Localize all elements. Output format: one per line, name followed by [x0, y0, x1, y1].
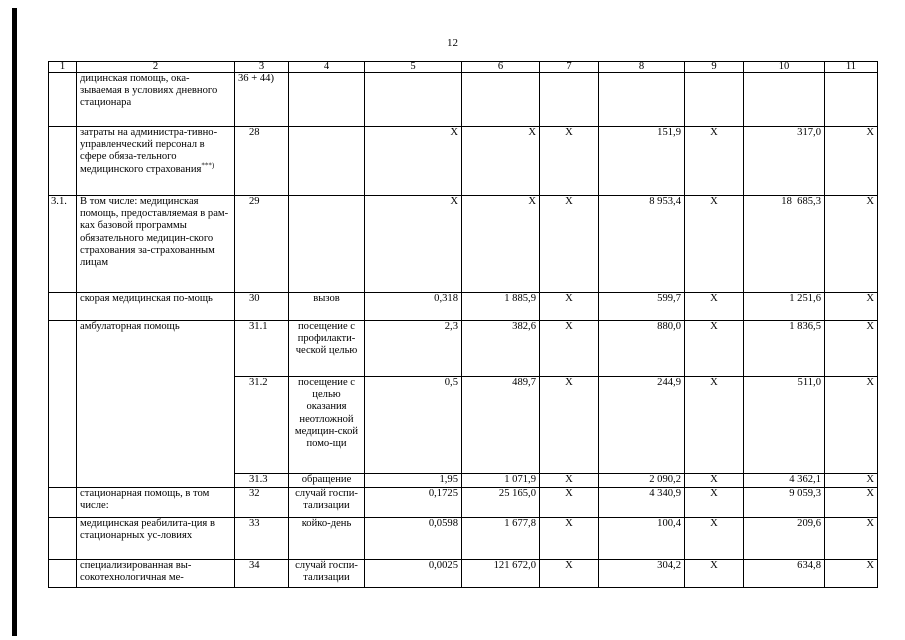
value-cell: 1,95: [365, 474, 462, 488]
unit-cell: койко-день: [289, 518, 365, 560]
value-cell: Х: [685, 518, 744, 560]
line-code-cell: 31.1: [235, 321, 289, 377]
value-cell: 599,7: [599, 293, 685, 321]
value-cell: Х: [540, 518, 599, 560]
value-cell: 0,1725: [365, 488, 462, 518]
value-cell: 209,6: [744, 518, 825, 560]
value-cell: Х: [365, 196, 462, 293]
table-row: [49, 321, 878, 377]
row-number-cell: [49, 127, 77, 196]
header-cell: 2: [77, 62, 235, 73]
description-cell: амбулаторная помощь: [77, 321, 235, 488]
value-cell: Х: [540, 321, 599, 377]
value-cell: [685, 73, 744, 127]
value-cell: [825, 73, 878, 127]
value-cell: Х: [685, 321, 744, 377]
value-cell: 317,0: [744, 127, 825, 196]
row-number-cell: [49, 321, 77, 488]
row-number-cell: [49, 518, 77, 560]
value-cell: 1 885,9: [462, 293, 540, 321]
value-cell: Х: [685, 127, 744, 196]
table-row: [49, 73, 878, 127]
row-number-cell: [49, 73, 77, 127]
value-cell: Х: [540, 196, 599, 293]
value-cell: Х: [685, 196, 744, 293]
value-cell: [599, 73, 685, 127]
scan-margin-bar: [12, 8, 17, 636]
unit-cell: [289, 127, 365, 196]
value-cell: Х: [685, 377, 744, 474]
unit-cell: вызов: [289, 293, 365, 321]
value-cell: 2,3: [365, 321, 462, 377]
value-cell: 0,5: [365, 377, 462, 474]
table-row: [49, 560, 878, 588]
value-cell: 1 677,8: [462, 518, 540, 560]
unit-cell: [289, 73, 365, 127]
value-cell: Х: [825, 196, 878, 293]
value-cell: Х: [685, 560, 744, 588]
table-row: [49, 196, 878, 293]
value-cell: Х: [685, 474, 744, 488]
value-cell: 4 362,1: [744, 474, 825, 488]
line-code-cell: 28: [235, 127, 289, 196]
value-cell: 121 672,0: [462, 560, 540, 588]
table-row: [49, 518, 878, 560]
value-cell: 151,9: [599, 127, 685, 196]
unit-cell: обращение: [289, 474, 365, 488]
line-code-cell: 30: [235, 293, 289, 321]
value-cell: Х: [825, 377, 878, 474]
row-number-cell: [49, 488, 77, 518]
line-code-cell: 34: [235, 560, 289, 588]
value-cell: Х: [540, 127, 599, 196]
value-cell: 0,0598: [365, 518, 462, 560]
value-cell: 9 059,3: [744, 488, 825, 518]
value-cell: [365, 73, 462, 127]
value-cell: 244,9: [599, 377, 685, 474]
line-code-cell: 33: [235, 518, 289, 560]
value-cell: 4 340,9: [599, 488, 685, 518]
unit-cell: посещение с целью оказания неотложной медицин-ской помо-щи: [289, 377, 365, 474]
unit-cell: [289, 196, 365, 293]
value-cell: Х: [540, 560, 599, 588]
value-cell: Х: [540, 488, 599, 518]
value-cell: 880,0: [599, 321, 685, 377]
value-cell: 382,6: [462, 321, 540, 377]
header-cell: 4: [289, 62, 365, 73]
data-table: [48, 61, 878, 588]
value-cell: Х: [540, 293, 599, 321]
header-cell: 1: [49, 62, 77, 73]
header-cell: 6: [462, 62, 540, 73]
line-code-cell: 31.2: [235, 377, 289, 474]
unit-cell: посещение с профилакти-ческой целью: [289, 321, 365, 377]
description-cell: [77, 127, 235, 196]
table-row: [49, 127, 878, 196]
header-cell: 7: [540, 62, 599, 73]
page-number: 12: [447, 37, 458, 49]
value-cell: 2 090,2: [599, 474, 685, 488]
header-cell: 10: [744, 62, 825, 73]
value-cell: Х: [825, 127, 878, 196]
line-code-cell: 31.3: [235, 474, 289, 488]
value-cell: Х: [825, 474, 878, 488]
value-cell: 0,318: [365, 293, 462, 321]
value-cell: [540, 73, 599, 127]
header-cell: 5: [365, 62, 462, 73]
header-row: [49, 62, 878, 73]
value-cell: Х: [685, 293, 744, 321]
value-cell: 0,0025: [365, 560, 462, 588]
value-cell: Х: [462, 127, 540, 196]
value-cell: 1 251,6: [744, 293, 825, 321]
row-number-cell: [49, 560, 77, 588]
description-cell: стационарная помощь, в том числе:: [77, 488, 235, 518]
value-cell: 634,8: [744, 560, 825, 588]
header-cell: 8: [599, 62, 685, 73]
row-number-cell: 3.1.: [49, 196, 77, 293]
unit-cell: случай госпи-тализации: [289, 488, 365, 518]
header-cell: 3: [235, 62, 289, 73]
table-row: [49, 488, 878, 518]
description-cell: дицинская помощь, ока-зываемая в условиях дневного стационара: [77, 73, 235, 127]
value-cell: Х: [540, 474, 599, 488]
value-cell: Х: [825, 560, 878, 588]
unit-cell: случай госпи-тализации: [289, 560, 365, 588]
description-cell: скорая медицинская по-мощь: [77, 293, 235, 321]
table-row: [49, 293, 878, 321]
footnote-mark: ***): [201, 161, 215, 170]
value-cell: Х: [685, 488, 744, 518]
description-cell: специализированная вы-сокотехнологичная ме-: [77, 560, 235, 588]
value-cell: Х: [365, 127, 462, 196]
value-cell: 511,0: [744, 377, 825, 474]
value-cell: 1 836,5: [744, 321, 825, 377]
value-cell: Х: [462, 196, 540, 293]
value-cell: 100,4: [599, 518, 685, 560]
value-cell: [744, 73, 825, 127]
value-cell: Х: [825, 488, 878, 518]
value-cell: 25 165,0: [462, 488, 540, 518]
header-cell: 9: [685, 62, 744, 73]
line-code-cell: 32: [235, 488, 289, 518]
value-cell: 8 953,4: [599, 196, 685, 293]
value-cell: Х: [825, 518, 878, 560]
header-cell: 11: [825, 62, 878, 73]
line-code-cell: 36 + 44): [235, 73, 289, 127]
description-cell: В том числе: медицинская помощь, предоставляемая в рам-ках базовой программы обязательного медицин-ского страхования за-страхованным лицам: [77, 196, 235, 293]
value-cell: 1 071,9: [462, 474, 540, 488]
value-cell: 489,7: [462, 377, 540, 474]
value-cell: Х: [540, 377, 599, 474]
value-cell: 304,2: [599, 560, 685, 588]
description-cell: медицинская реабилита-ция в стационарных ус-ловиях: [77, 518, 235, 560]
value-cell: Х: [825, 321, 878, 377]
line-code-cell: 29: [235, 196, 289, 293]
value-cell: [462, 73, 540, 127]
value-cell: Х: [825, 293, 878, 321]
value-cell: 18 685,3: [744, 196, 825, 293]
description-text: затраты на администра-тивно-управленческий персонал в сфере обяза-тельного медицинского страхования: [80, 127, 218, 175]
row-number-cell: [49, 293, 77, 321]
